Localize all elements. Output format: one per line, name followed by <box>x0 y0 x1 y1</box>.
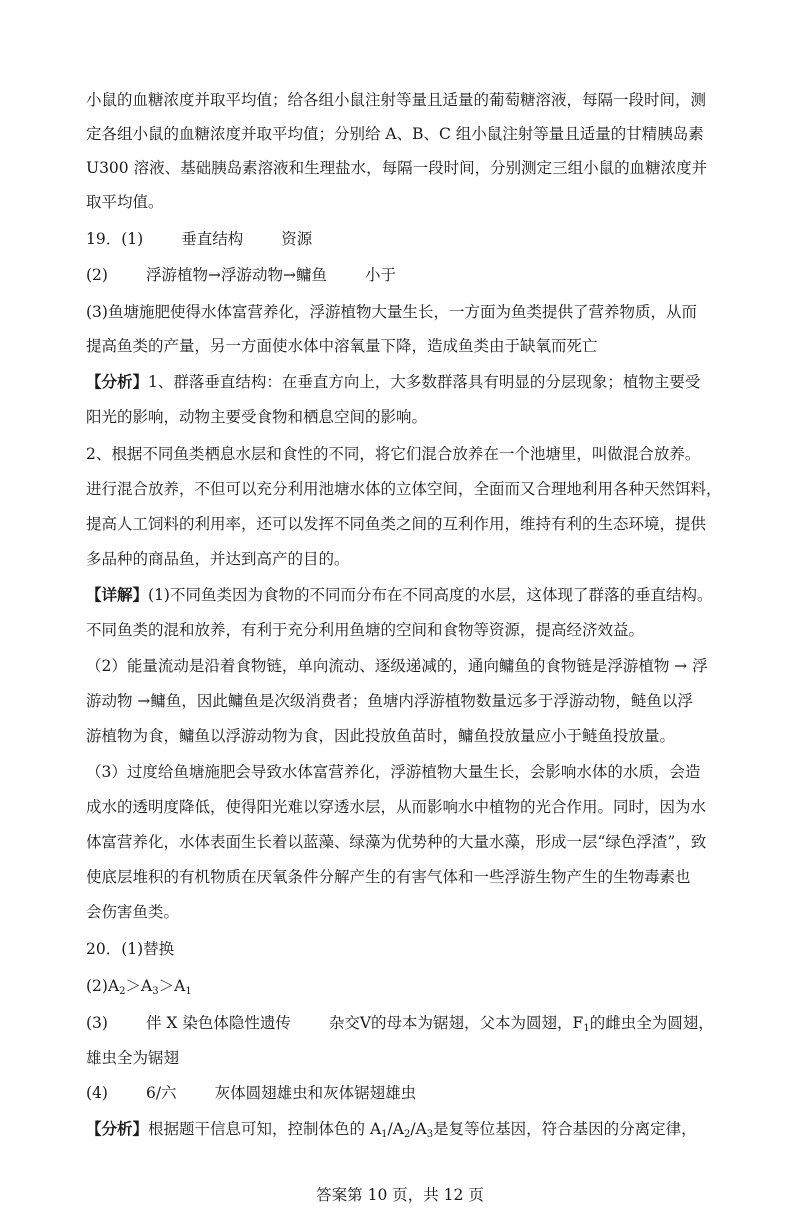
answer-19-1 <box>86 229 726 249</box>
question-number: (3) <box>86 1014 108 1032</box>
answer-20-1: 20．(1)替换 <box>86 940 175 958</box>
answer-text: ＞A <box>158 977 186 995</box>
answer-text: 的雌虫全为圆翅， <box>589 1014 714 1032</box>
question-number: 19．(1) <box>86 230 144 248</box>
answer-text: 资源 <box>281 230 313 248</box>
text-line: 体富营养化，水体表面生长着以蓝藻、绿藻为优势种的大量水藻，形成一层“绿色浮渣”，致 <box>86 833 707 851</box>
detail-text: (1)不同鱼类因为食物的不同而分布在不同高度的水层，这体现了群落的垂直结构。 <box>148 586 713 604</box>
analysis-line <box>86 372 726 392</box>
analysis-text: /A <box>387 1120 404 1138</box>
subscript: 1 <box>185 986 192 997</box>
detail-label: 【详解】 <box>86 585 149 604</box>
answer-text: 浮游植物→浮游动物→鳙鱼 <box>145 266 327 284</box>
analysis-text: 1、群落垂直结构：在垂直方向上，大多数群落具有明显的分层现象；植物主要受 <box>148 373 701 391</box>
subscript: 3 <box>426 1129 434 1140</box>
answer-text: 6/六 <box>145 1084 177 1102</box>
analysis-line <box>86 1119 726 1139</box>
text-line: 定各组小鼠的血糖浓度并取平均值；分别给 A、B、C 组小鼠注射等量且适量的甘精胰岛素 <box>86 125 704 143</box>
answer-20-4 <box>86 1083 726 1103</box>
text-line: 多品种的商品鱼，并达到高产的目的。 <box>86 550 350 568</box>
text-line: 提高人工饲料的利用率，还可以发挥不同鱼类之间的互利作用，维持有利的生态环境，提供 <box>86 515 707 533</box>
text-line: 进行混合放养，不但可以充分利用池塘水体的立体空间，全面而又合理地利用各种天然饵料， <box>86 480 722 498</box>
analysis-text: 根据题干信息可知，控制体色的 A <box>148 1120 382 1138</box>
answer-20-3 <box>86 1013 726 1033</box>
text-line: (3)鱼塘施肥使得水体富营养化，浮游植物大量生长，一方面为鱼类提供了营养物质，从而 <box>86 303 697 321</box>
text-line: 小鼠的血糖浓度并取平均值；给各组小鼠注射等量且适量的葡萄糖溶液，每隔一段时间，测 <box>86 91 707 109</box>
answer-text: 伴 X 染色体隐性遗传 <box>145 1014 291 1032</box>
text-line: 不同鱼类的混和放养，有利于充分利用鱼塘的空间和食物等资源，提高经济效益。 <box>86 621 645 639</box>
subscript: 3 <box>152 986 159 997</box>
answer-text: 杂交Ⅴ的母本为锯翅，父本为圆翅，F <box>328 1014 584 1032</box>
subscript: 2 <box>403 1129 411 1140</box>
answer-19-2 <box>86 265 726 285</box>
text-line: 游植物为食，鳙鱼以浮游动物为食，因此投放鱼苗时，鳙鱼投放量应小于鲢鱼投放量。 <box>86 727 676 745</box>
text-line: 游动物 →鳙鱼，因此鳙鱼是次级消费者；鱼塘内浮游植物数量远多于浮游动物，鲢鱼以浮 <box>86 692 693 710</box>
analysis-label: 【分析】 <box>86 372 149 391</box>
question-number: (2) <box>86 266 108 284</box>
text-line: 雄虫全为锯翅 <box>86 1049 180 1067</box>
text-line: U300 溶液、基础胰岛素溶液和生理盐水，每隔一段时间，分别测定三组小鼠的血糖浓度并 <box>86 159 708 177</box>
detail-line <box>86 585 726 605</box>
text-line: 成水的透明度降低，使得阳光难以穿透水层，从而影响水中植物的光合作用。同时，因为水 <box>86 798 707 816</box>
text-line: 取平均值。 <box>86 193 164 211</box>
analysis-label: 【分析】 <box>86 1119 149 1138</box>
subscript: 1 <box>583 1023 590 1034</box>
answer-text: ＞A <box>125 977 153 995</box>
page-footer: 答案第 10 页，共 12 页 <box>316 1186 484 1204</box>
subscript: 2 <box>119 986 126 997</box>
subscript: 1 <box>381 1129 388 1140</box>
analysis-text: 是复等位基因，符合基因的分离定律， <box>433 1120 697 1138</box>
text-line: （3）过度给鱼塘施肥会导致水体富营养化，浮游植物大量生长，会影响水体的水质，会造 <box>86 763 701 781</box>
analysis-text: /A <box>410 1120 427 1138</box>
answer-text: 灰体圆翅雄虫和灰体锯翅雄虫 <box>214 1084 417 1102</box>
answer-20-2 <box>86 976 726 996</box>
text-line: （2）能量流动是沿着食物链，单向流动、逐级递减的，通向鳙鱼的食物链是浮游植物 → 浮 <box>86 657 708 675</box>
text-line: 提高鱼类的产量，另一方面使水体中溶氧量下降，造成鱼类由于缺氧而死亡 <box>86 337 598 355</box>
text-line: 阳光的影响，动物主要受食物和栖息空间的影响。 <box>86 408 428 426</box>
text-line: 会伤害鱼类。 <box>86 903 180 921</box>
answer-text: 垂直结构 <box>181 230 244 248</box>
text-line: 使底层堆积的有机物质在厌氧条件分解产生的有害气体和一些浮游生物产生的生物毒素也 <box>86 868 691 886</box>
answer-text: (2)A <box>86 977 120 995</box>
text-line: 2、根据不同鱼类栖息水层和食性的不同，将它们混合放养在一个池塘里，叫做混合放养。 <box>86 445 701 463</box>
answer-text: 小于 <box>364 266 396 284</box>
question-number: (4) <box>86 1084 108 1102</box>
